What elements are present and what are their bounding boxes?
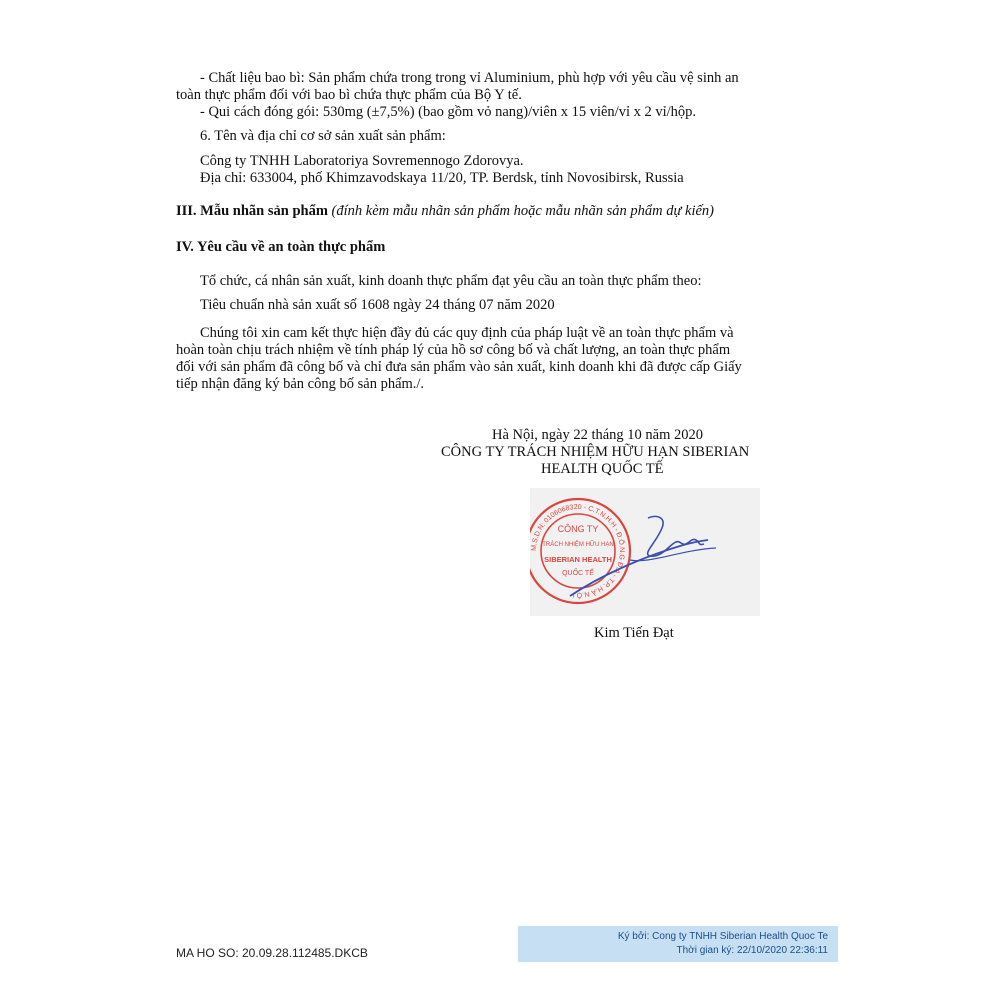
safety-line-1: Tổ chức, cá nhân sản xuất, kinh doanh thực phẩm đạt yêu cầu an toàn thực phẩm theo:	[200, 273, 702, 289]
digital-signature-box	[518, 926, 838, 962]
manufacturer-heading: 6. Tên và địa chỉ cơ sở sản xuất sản phẩm:	[200, 128, 446, 144]
seal-line-2: TRÁCH NHIỆM HỮU HẠN	[542, 542, 614, 548]
seal-line-3: SIBERIAN HEALTH	[544, 555, 612, 564]
signed-time-text: Thời gian ký: 22/10/2020 22:36:11	[676, 945, 828, 956]
signature-stroke-main	[570, 540, 708, 596]
safety-line-2: Tiêu chuẩn nhà sản xuất số 1608 ngày 24 tháng 07 năm 2020	[200, 297, 555, 313]
label-heading: III. Mẫu nhãn sản phẩm	[176, 203, 328, 219]
manufacturer-name: Công ty TNHH Laboratoriya Sovremennogo Zdorovya.	[200, 153, 524, 169]
commit-line-2: hoàn toàn chịu trách nhiệm về tính pháp lý của hồ sơ công bố và chất lượng, an toàn thực phẩm	[176, 342, 731, 358]
company-name-line-2: HEALTH QUỐC TẾ	[541, 461, 664, 477]
company-seal-and-signature	[530, 488, 760, 618]
label-section	[176, 203, 714, 220]
company-name-line-1: CÔNG TY TRÁCH NHIỆM HỮU HẠN SIBERIAN	[441, 444, 750, 460]
seal-icon	[530, 488, 760, 618]
record-code: MA HO SO: 20.09.28.112485.DKCB	[176, 946, 368, 960]
signed-by-text: Ký bởi: Cong ty TNHH Siberian Health Quoc Te	[617, 931, 828, 942]
seal-line-1: CÔNG TY	[557, 524, 599, 534]
safety-heading: IV. Yêu cầu về an toàn thực phẩm	[176, 239, 386, 255]
commit-line-1: Chúng tôi xin cam kết thực hiện đầy đủ các quy định của pháp luật về an toàn thực phẩm và	[200, 325, 734, 341]
packaging-material-line-1: - Chất liệu bao bì: Sản phẩm chứa trong trong vỉ Aluminium, phù hợp với yêu cầu vệ sinh an	[200, 70, 739, 86]
packing-spec: - Qui cách đóng gói: 530mg (±7,5%) (bao gồm vỏ nang)/viên x 15 viên/vỉ x 2 vỉ/hộp.	[200, 104, 697, 120]
packaging-material-line-2: toàn thực phẩm đối với bao bì chứa thực phẩm của Bộ Y tế.	[176, 87, 522, 103]
commit-line-3: đối với sản phẩm đã công bố và chỉ đưa sản phẩm vào sản xuất, kinh doanh khi đã được cấp Giấy	[176, 359, 742, 375]
label-note: (đính kèm mẫu nhãn sản phẩm hoặc mẫu nhãn sản phẩm dự kiến)	[331, 203, 714, 219]
signer-name: Kim Tiến Đạt	[594, 625, 674, 641]
signature-date: Hà Nội, ngày 22 tháng 10 năm 2020	[492, 427, 704, 443]
manufacturer-address: Địa chỉ: 633004, phố Khimzavodskaya 11/20, TP. Berdsk, tỉnh Novosibirsk, Russia	[200, 170, 684, 186]
seal-line-4: QUỐC TẾ	[562, 570, 594, 577]
commit-line-4: tiếp nhận đăng ký bản công bố sản phẩm./.	[176, 376, 425, 392]
seal-ring-text: M.S.D.N: 0106068320 - C.T.N.H.H - Đ.Ố.N.G Đ.A - T.P. H.À N.Ộ.I	[530, 503, 626, 599]
